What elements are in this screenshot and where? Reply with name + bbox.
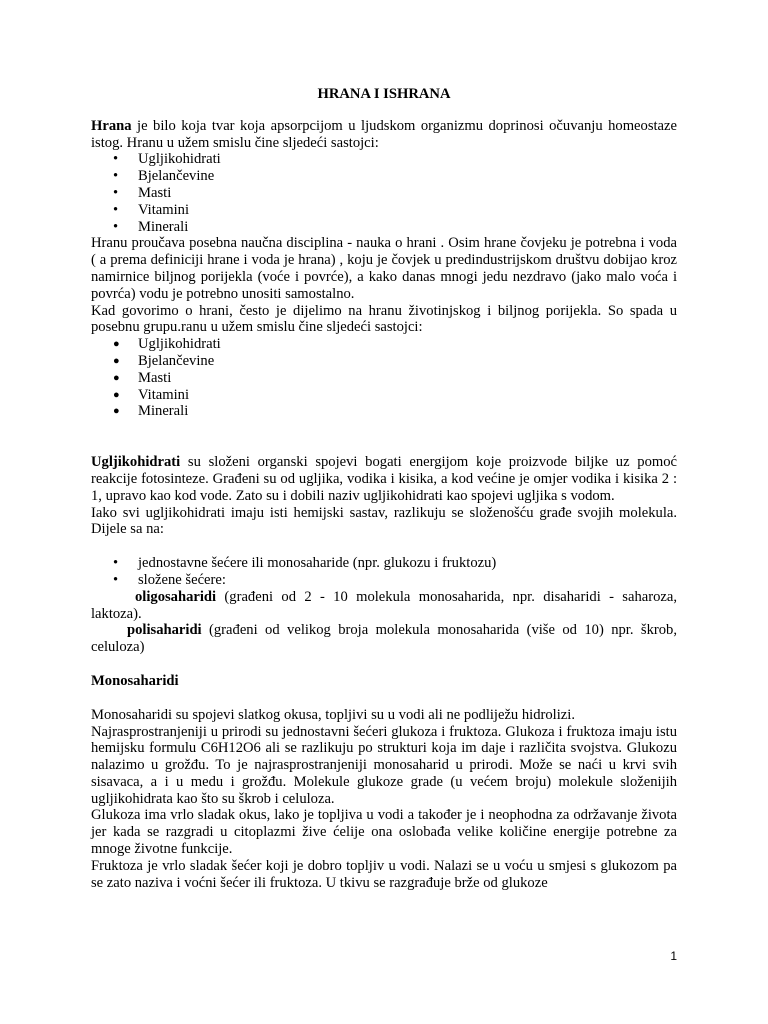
paragraph: Glukoza ima vrlo sladak okus, lako je topljiva u vodi a također je i neophodna za održavanje života jer kada se razgradi u citoplazmi žive ćelije ona oslobađa velike količine energije potrebne za mnoge životne funkcije. — [91, 807, 677, 858]
bullet-icon: ● — [113, 338, 120, 351]
bullet-icon: • — [113, 168, 119, 185]
carbs-term: Ugljikohidrati — [91, 454, 181, 471]
spacer — [91, 690, 677, 707]
list-item: • Masti — [113, 184, 172, 201]
nutrient-list-1 — [91, 151, 677, 235]
list-item: • Vitamini — [113, 201, 190, 218]
list-item: • složene šećere: — [113, 571, 226, 588]
bullet-icon: • — [113, 218, 119, 235]
polysaccharides-paragraph: polisaharidi (građeni od velikog broja molekula monosaharida (više od 10) npr. škrob, celuloza) — [91, 622, 677, 656]
list-item: • Ugljikohidrati — [113, 151, 221, 168]
intro-text: je bilo koja tvar koja apsorpcijom u ljudskom organizmu doprinosi očuvanju homeostaze istog. Hranu u užem smislu čine sljedeći sastojci: — [91, 117, 677, 151]
page-number: 1 — [670, 949, 677, 963]
paragraph: Fruktoza je vrlo sladak šećer koji je dobro topljiv u vodi. Nalazi se u voću u smjesi s glukozom pa se zato naziva i voćni šećer ili fruktoza. U tkivu se razgrađuje brže od glukoze — [91, 857, 677, 891]
list-item: • Bjelančevine — [113, 168, 215, 185]
bullet-icon: • — [113, 201, 119, 218]
bullet-icon: ● — [113, 354, 120, 367]
list-item: • jednostavne šećere ili monosaharide (npr. glukozu i fruktozu) — [113, 555, 497, 572]
list-item: ● Bjelančevine — [113, 352, 215, 369]
bullet-icon: • — [113, 151, 119, 168]
section-heading: Monosaharidi — [91, 672, 179, 689]
carbs-paragraph: Ugljikohidrati su složeni organski spojevi bogati energijom koje proizvode biljke uz pomoć reakcije fotosinteze. Građeni su od ugljika, vodika i kisika, a kod većine je omjer vodika i kisika 2 : 1, upravo kao kod vode. Zato su i dobili naziv ugljikohidrati kao spojevi ugljika s vodom. — [91, 454, 677, 504]
bullet-icon: ● — [113, 371, 120, 384]
intro-paragraph — [91, 118, 677, 152]
list-item: • Minerali — [113, 218, 189, 235]
list-item: ● Masti — [113, 369, 172, 386]
spacer — [91, 656, 677, 673]
bullet-icon: ● — [113, 388, 120, 401]
paragraph: Hranu proučava posebna naučna disciplina - nauka o hrani . Osim hrane čovjeku je potrebna i voda ( a prema definiciji hrane i voda je hrana) , koju je čovjek u predindustrijskom društvu dobijao kroz namirnice biljnog porijekla (voće i povrće), a kako danas mnogi jedu nezdravo (jako malo voća i povrća) vodu je potrebno unositi samostalno. — [91, 235, 677, 302]
list-item: ● Minerali — [113, 403, 189, 420]
paragraph: Najrasprostranjeniji u prirodi su jednostavni šećeri glukoza i fruktoza. Glukoza i fruktoza imaju istu hemijsku formulu C6H12O6 ali se razlikuju po strukturi koja im daje i različita svojstva. Glukozu nalazimo u grožđu. To je najrasprostranjeniji monosaharid u prirodi. Može se naći u krvi svih sisavaca, a i u medu i grožđu. Molekule glukoze grade (u većem broju) molekule složenijih ugljikohidrata kao što su škrob i celuloza. — [91, 723, 677, 807]
sugar-list — [91, 555, 677, 589]
document-title: HRANA I ISHRANA — [317, 86, 451, 102]
bullet-icon: ● — [113, 405, 120, 418]
list-item: ● Vitamini — [113, 386, 190, 403]
bullet-icon: • — [113, 184, 119, 201]
bullet-icon: • — [113, 571, 119, 588]
oligosaccharides-paragraph: oligosaharidi (građeni od 2 - 10 molekula monosaharida, npr. disaharidi - saharoza, laktoza). — [91, 588, 677, 622]
nutrient-list-2 — [91, 336, 677, 420]
document-body — [91, 86, 677, 891]
bullet-icon: • — [113, 555, 119, 572]
intro-term: Hrana — [91, 117, 132, 134]
paragraph: Monosaharidi su spojevi slatkog okusa, topljivi su u vodi ali ne podliježu hidrolizi. — [91, 706, 575, 723]
list-item: ● Ugljikohidrati — [113, 336, 221, 353]
paragraph: Iako svi ugljikohidrati imaju isti hemijski sastav, razlikuju se složenošću građe svojih molekula. Dijele sa na: — [91, 504, 677, 538]
paragraph: Kad govorimo o hrani, često je dijelimo na hranu životinjskog i biljnog porijekla. So spada u posebnu grupu.ranu u užem smislu čine sljedeći sastojci: — [91, 302, 677, 336]
spacer — [91, 420, 677, 454]
spacer — [91, 538, 677, 555]
